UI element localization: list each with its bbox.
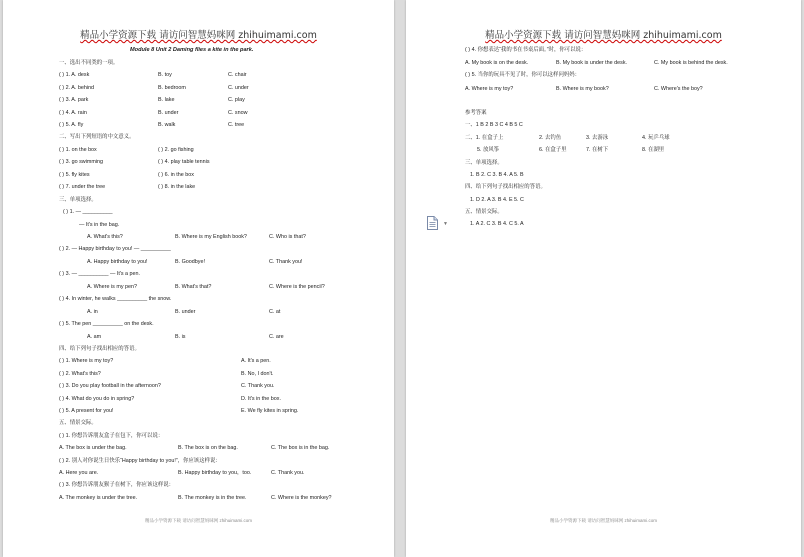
option-line: B. under	[175, 309, 196, 315]
answer-line: 二、1. 在盒子上	[465, 135, 504, 141]
option-line: C. Who is that?	[269, 234, 306, 240]
option-line: B. No, I don't.	[241, 371, 274, 377]
option-line: A. The box is under the bag.	[59, 445, 127, 451]
question-line: ( ) 2. What's this?	[59, 371, 101, 377]
question-line: ( ) 3. A. park	[59, 97, 89, 103]
question-line: ( ) 5. A present for you!	[59, 408, 114, 414]
section-heading: 三、单项选择。	[59, 197, 97, 203]
option-line: B. Where is my book?	[556, 86, 609, 92]
option-line: B. bedroom	[158, 85, 186, 91]
answer-line: 1. A 2. C 3. B 4. C 5. A	[470, 221, 524, 227]
option-line: A. Where is my pen?	[87, 284, 138, 290]
question-line: ( ) 6. in the box	[158, 172, 194, 178]
option-line: C. chair	[228, 72, 247, 78]
option-line: A. What's this?	[87, 234, 123, 240]
option-line: C. My book is behind the desk.	[654, 60, 728, 66]
option-line: C. Where is the pencil?	[269, 284, 325, 290]
question-line: ( ) 3. Do you play football in the afternoon?	[59, 383, 161, 389]
question-line: ( ) 1. A. desk	[59, 72, 90, 78]
page-header: 精品小学资源下载 请访问智慧妈咪网 zhihuimami.com	[80, 30, 317, 41]
answer-line: 1. D 2. A 3. B 4. E 5. C	[470, 197, 524, 203]
option-line: A. Where is my toy?	[465, 86, 514, 92]
page-footer: 精品小学资源下载 请访问智慧妈咪网 zhihuimami.com	[549, 518, 657, 523]
section-heading: 二、写出下列短语的中文意义。	[59, 134, 135, 140]
question-line: ( ) 1. 你想告诉朋友盒子在包下，你可以说：	[59, 433, 164, 439]
option-line: B. What's that?	[175, 284, 212, 290]
question-line: ( ) 4. play table tennis	[158, 159, 210, 165]
option-line: A. in	[87, 309, 98, 315]
option-line: C. Thank you.	[241, 383, 275, 389]
worksheet-title: Module 8 Unit 2 Daming flies a kite in the park.	[130, 47, 254, 53]
option-line: B. walk	[158, 122, 176, 128]
question-line: ( ) 5. 当你的玩具不见了时，你可以这样问妈妈：	[465, 72, 581, 78]
option-line: A. am	[87, 334, 102, 340]
option-line: C. at	[269, 309, 281, 315]
question-line: ( ) 2. go fishing	[158, 147, 194, 153]
option-line: C. are	[269, 334, 284, 340]
option-line: B. lake	[158, 97, 175, 103]
question-line: ( ) 5. A. fly	[59, 122, 84, 128]
question-line: ( ) 8. in the lake	[158, 184, 196, 190]
option-line: C. Where's the boy?	[654, 86, 703, 92]
page-footer: 精品小学资源下载 请访问智慧妈咪网 zhihuimami.com	[144, 518, 252, 523]
option-line: A. Happy birthday to you!	[87, 259, 148, 265]
question-line: ( ) 1. — __________	[63, 209, 113, 215]
section-heading: 四、给下列句子找出相应的答语。	[59, 346, 140, 352]
document-page-2	[406, 0, 801, 557]
option-line: C. play	[228, 97, 245, 103]
question-line: ( ) 1. Where is my toy?	[59, 358, 114, 364]
question-line: ( ) 1. on the box	[59, 147, 97, 153]
question-line: ( ) 3. — __________ — It's a pen.	[59, 271, 141, 277]
answer-key-heading: 参考答案	[465, 110, 487, 116]
question-line: ( ) 7. under the tree	[59, 184, 106, 190]
answer-line: 5. 放风筝	[477, 147, 500, 153]
option-line: B. toy	[158, 72, 172, 78]
option-line: A. The monkey is under the tree.	[59, 495, 138, 501]
option-line: E. We fly kites in spring.	[241, 408, 299, 414]
option-line: C. The box is in the bag.	[271, 445, 330, 451]
answer-line: 2. 去钓鱼	[539, 135, 562, 141]
question-line: ( ) 5. fly kites	[59, 172, 90, 178]
section-heading: 五、情景交际。	[59, 420, 97, 426]
option-line: C. Thank you.	[271, 470, 305, 476]
document-icon[interactable]	[427, 216, 438, 230]
option-line: B. Where is my English book?	[175, 234, 247, 240]
option-line: C. Thank you!	[269, 259, 303, 265]
option-line: B. under	[158, 110, 179, 116]
question-line: ( ) 4. 你想表达“我的书在书桌后面。”时，你可以说：	[465, 47, 587, 53]
question-line: ( ) 2. A. behind	[59, 85, 95, 91]
option-line: A. It's a pen.	[241, 358, 271, 364]
answer-line: 1. B 2. C 3. B 4. A 5. B	[470, 172, 524, 178]
option-line: B. The box is on the bag.	[178, 445, 238, 451]
option-line: B. Happy birthday to you，too.	[178, 470, 252, 476]
option-line: C. snow	[228, 110, 248, 116]
option-line: D. It's in the box.	[241, 396, 281, 402]
option-line: B. The monkey is in the tree.	[178, 495, 247, 501]
section-heading: 四、给下列句子找出相应的答语。	[465, 184, 546, 190]
answer-line: 8. 在湖里	[642, 147, 665, 153]
question-line: ( ) 5. The pen __________ on the desk.	[59, 321, 154, 327]
option-line: A. My book is on the desk.	[465, 60, 529, 66]
answer-line: 4. 玩乒乓球	[642, 135, 670, 141]
answer-line: 6. 在盒子里	[539, 147, 567, 153]
question-line: ( ) 4. What do you do in spring?	[59, 396, 135, 402]
answer-line: 3. 去游泳	[586, 135, 609, 141]
question-line: ( ) 3. go swimming	[59, 159, 104, 165]
option-line: C. under	[228, 85, 249, 91]
option-line: B. Goodbye!	[175, 259, 205, 265]
option-line: C. tree	[228, 122, 245, 128]
question-line: ( ) 2. — Happy birthday to you! — __________	[59, 246, 171, 252]
section-heading: 三、单项选择。	[465, 160, 503, 166]
question-line: ( ) 4. In winter, he walks __________ the snow.	[59, 296, 172, 302]
option-line: C. Where is the monkey?	[271, 495, 332, 501]
question-line: ( ) 4. A. rain	[59, 110, 87, 116]
answer-line: 7. 在树下	[586, 147, 609, 153]
document-page-1	[3, 0, 394, 557]
option-line: B. My book is under the desk.	[556, 60, 628, 66]
section-heading: 一、选出不同类的一项。	[59, 60, 119, 66]
question-line: ( ) 3. 你想告诉朋友猴子在树下，你应该这样说：	[59, 482, 175, 488]
page-header: 精品小学资源下载 请访问智慧妈咪网 zhihuimami.com	[485, 30, 722, 41]
answer-line: 一、1 B 2 B 3 C 4 B 5 C	[465, 122, 523, 128]
section-heading: 五、情景交际。	[465, 209, 503, 215]
option-line: A. Here you are.	[59, 470, 99, 476]
question-line: — It's in the bag.	[79, 222, 120, 228]
option-line: B. is	[175, 334, 186, 340]
dropdown-arrow-icon[interactable]: ▼	[443, 221, 448, 227]
question-line: ( ) 2. 别人对你说生日快乐“Happy birthday to you!”，你应该这样说：	[59, 458, 221, 464]
